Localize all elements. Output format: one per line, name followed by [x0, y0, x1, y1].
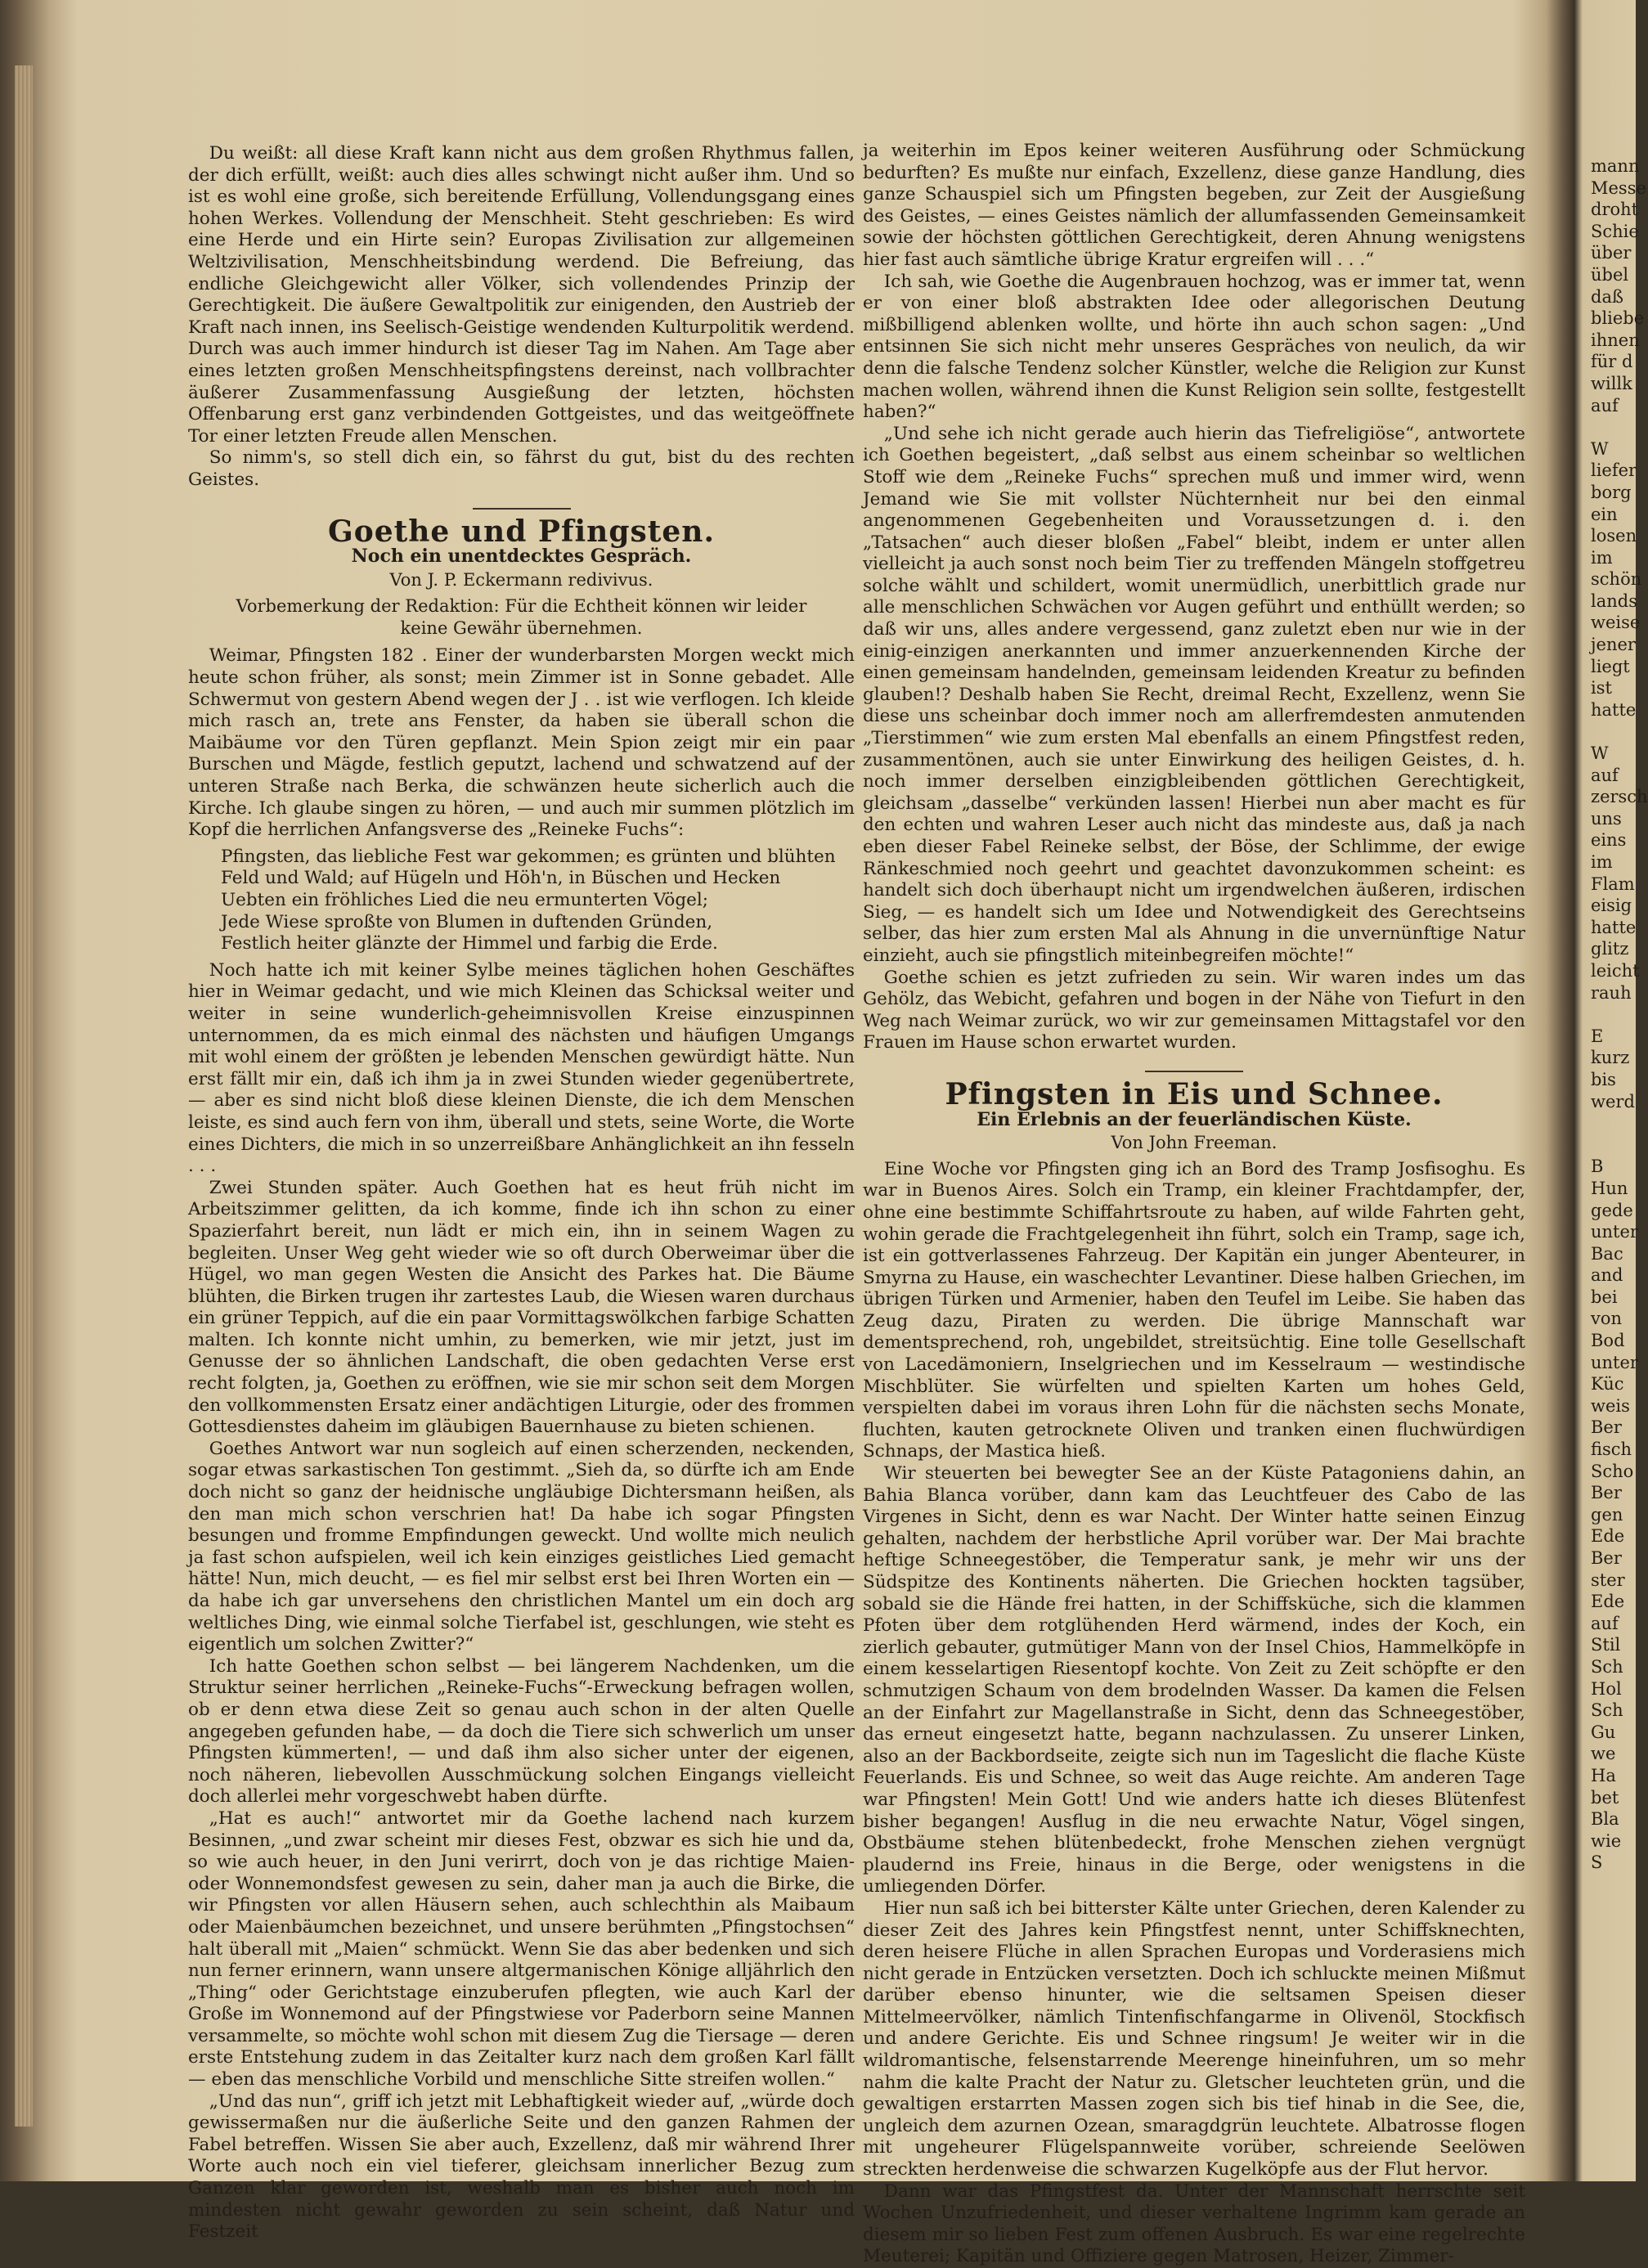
section-divider — [473, 508, 571, 510]
next-page-fragment-line: weis — [1591, 1395, 1630, 1416]
next-page-fragment-line: losen — [1591, 526, 1637, 546]
next-page-fragment-line: S — [1591, 1853, 1603, 1873]
next-page-fragment-line: wie — [1591, 1830, 1622, 1851]
next-page-fragment-line: Hun — [1591, 1178, 1628, 1198]
goethe-paragraph-6: „Hat es auch!“ antwortet mir da Goethe lachend nach kurzem Besinnen, „und zwar scheint mir dieses Fest, obzwar es sich hie und da, so wie auch heuer, in den Juni verirrt, doch von je das richtige Maien- oder Wonnemondsfest gewesen zu sein, daher man ja auch die Birke, die wir Pfingsten vor allen Häusern sehen, auch schlechthin als Maibaum oder Maienbäumchen bezeichnet, und unsere berühmten „Pfingstochsen“ halt überall mit „Maien“ schmückt. Wenn Sie das aber bedenken und sich nun ferner erinnern, wann unsere altgermanischen Könige alljährlich den „Thing“ oder Gerichtstage einzuberufen pflegten, wie auch Karl der Große im Wonnemond auf der Pfingstwiese vor Paderborn seine Mannen versammelte, so möchte wohl schon mit diesem Zug die Tiersage — deren erste Entstehung zudem in das Zeitalter kurz nach dem großen Karl fällt — eben das menschliche Vorbild und menschliche Sitte streifen wollen.“ — [188, 1808, 855, 2091]
next-page-fragment-line: liegt — [1591, 656, 1630, 676]
next-page-fragment-line: Sch — [1591, 1700, 1623, 1721]
next-page-fragment-line — [1591, 1004, 1636, 1026]
next-page-fragment-line: mann — [1591, 156, 1640, 176]
next-page-fragment-line: ein — [1591, 504, 1618, 524]
goethe-paragraph-8: ja weiterhin im Epos keiner weiteren Ausführung oder Schmückung bedurften? Es mußte nur einfach, Exzellenz, diese ganze Handlung, dies ganze Schauspiel sich um Pfingsten begeben, zur Zeit der Ausgießung des Geistes, — eines Geistes nämlich der allumfassenden Gemeinsamkeit sowie der höchsten göttlichen Gerechtigkeit, deren Ahnung wenigstens hier fast auch sämtliche übrige Kratur ergreifen will . . .“ — [863, 141, 1525, 270]
freeman-paragraph-1: Eine Woche vor Pfingsten ging ich an Bord des Tramp Josfisoghu. Es war in Buenos Aires. Solch ein Tramp, ein kleiner Frachtdampfer, der, ohne eine bestimmte Schiffahrtsroute zu haben, auf wilde Fahrten geht, wohin gerade die Frachtgelegenheit ihn führt, solch ein Tramp, sage ich, ist ein gottverlassenes Fahrzeug. Der Kapitän ein junger Abenteurer, in Smyrna zu Hause, ein waschechter Levantiner. Diese halben Griechen, im übrigen Türken und Armenier, haben den Teufel im Leibe. Sie haben das Zeug dazu, Piraten zu werden. Die übrige Mannschaft war dementsprechend, roh, ungebildet, streitsüchtig. Eine tolle Gesellschaft von Lacedämoniern, Inselgriechen und im Kesselraum — westindische Mischblüter. Sie würfelten und spielten Karten um hohes Geld, verspielten dabei im voraus ihren Lohn für die nächsten sechs Monate, fluchten, kauten getrocknete Oliven und tranken einen fluchwürdigen Schnaps, der Mastica hieß. — [863, 1158, 1525, 1462]
freeman-subtitle: Ein Erlebnis an der feuerländischen Küste. — [977, 1108, 1412, 1130]
next-page-fragment-line: von — [1591, 1309, 1623, 1329]
next-page-fragment-line: übel — [1591, 264, 1629, 285]
next-page-fragment-line: Gu — [1591, 1722, 1616, 1742]
next-page-fragment-line: Scho — [1591, 1461, 1634, 1481]
next-page-fragment-line: weise — [1591, 613, 1641, 633]
goethe-headline: Goethe und Pfingsten. — [327, 514, 716, 549]
next-page-fragment-line: Schie — [1591, 221, 1639, 241]
intro-paragraph-2: So nimm's, so stell dich ein, so fährst du gut, bist du des rechten Geistes. — [188, 447, 855, 490]
freeman-paragraph-4: Dann war das Pfingstfest da. Unter der Mannschaft herrschte seit Wochen Unzufriedenheit, und dieser verhaltene Ingrimm kam gerade an diesem mir so lieben Fest zum offenen Ausbruch. Es war eine regelrechte Meuterei; Kapitän und Offiziere gegen Matrosen, Heizer, Zimmer- — [863, 2180, 1525, 2267]
verse-line: Uebten ein fröhliches Lied die neu ermunterten Vögel; — [221, 890, 708, 910]
goethe-paragraph-1: Weimar, Pfingsten 182 . Einer der wunderbarsten Morgen weckt mich heute schon früher, als sonst; mein Zimmer ist in Sonne gebadet. Alle Schwermut von gestern Abend wegen der J . . ist wie verflogen. Ich kleide mich rasch an, trete ans Fenster, da haben sie überall schon die Maibäume vor den Türen gepflanzt. Mein Spion zeigt mir ein paar Burschen und Mägde, festlich geputzt, lachend und schwatzend auf der unteren Straße nach Berka, die schwänzen heute sicherlich auch die Kirche. Ich glaube singen zu hören, — und auch mir summen plötzlich im Kopf die herrlichen Anfangsverse des „Reineke Fuchs“: — [188, 645, 855, 841]
next-page-fragment-line: auf — [1591, 395, 1619, 415]
next-page-fragment-line: Sch — [1591, 1656, 1623, 1677]
next-page-fragment-line: uns — [1591, 808, 1622, 829]
middle-column — [863, 141, 1525, 2268]
next-page-fragment-line: borg — [1591, 482, 1632, 502]
goethe-paragraph-2: Noch hatte ich mit keiner Sylbe meines täglichen hohen Geschäftes hier in Weimar gedacht, und wie mich Kleinen das Schicksal weiter und weiter in seine wunderlich-geheimnisvollen Kreise einzuspinnen unternommen, da es mich einmal des nächsten und häufigen Umgangs mit wohl einem der größten je lebenden Menschen gewürdigt hätte. Nun erst fällt mir ein, daß ich ihm ja in zwei Stunden wieder gegenübertrete, — aber es sind nicht bloß diese kleinen Dienste, die ich dem Menschen leiste, es sind auch fern von ihm, überall und stets, seine Worte, die Worte eines Dichters, die mich in so unzerreißbare Anhänglichkeit an ihn fesseln . . . — [188, 959, 855, 1177]
next-page-fragment-line: W — [1591, 743, 1609, 764]
freeman-headline: Pfingsten in Eis und Schnee. — [945, 1076, 1444, 1112]
next-page-fragment-line: droht — [1591, 200, 1639, 220]
next-page-fragment-line: jener — [1591, 635, 1636, 655]
next-page-fragment-line — [1591, 1134, 1636, 1156]
next-page-fragment-line: ist — [1591, 678, 1612, 698]
next-page-fragment-line: schön — [1591, 569, 1642, 590]
next-page-fragment-line: Bod — [1591, 1331, 1625, 1351]
book-binding-edge — [15, 65, 33, 2127]
next-page-fragment-line: werd — [1591, 1091, 1635, 1112]
next-page-fragment-line: rauh — [1591, 982, 1632, 1003]
next-page-fragment-line: auf — [1591, 1613, 1619, 1633]
goethe-paragraph-5: Ich hatte Goethen schon selbst — bei längerem Nachdenken, um die Struktur seiner herrlichen „Reineke-Fuchs“-Erweckung befragen wollen, ob er denn etwa diese Zeit so genau auch schon in der alten Quelle angegeben gefunden habe, — da doch die Tiere sich schwerlich um unser Pfingsten kümmerten!, — und daß ihm also sicher unter der eigenen, noch näheren, liebevollen Ausschmückung solchen Eingangs vielleicht doch allerlei mehr vorgeschwebt haben dürfte. — [188, 1655, 855, 1808]
freeman-byline: Von John Freeman. — [1111, 1133, 1278, 1153]
next-page-fragment-line: hatte — [1591, 699, 1637, 720]
next-page-fragment-line: Messe — [1591, 177, 1646, 198]
next-page-fragment-line: unter — [1591, 1222, 1638, 1242]
verse-line: Feld und Wald; auf Hügeln und Höh'n, in Büschen und Hecken — [221, 868, 781, 889]
reineke-verse — [221, 847, 855, 955]
next-page-fragment-line: Hol — [1591, 1678, 1622, 1699]
goethe-paragraph-7: „Und das nun“, griff ich jetzt mit Lebhaftigkeit wieder auf, „würde doch gewissermaßen nur die äußerliche Seite und den ganzen Rahmen der Fabel betreffen. Wissen Sie aber auch, Exzellenz, daß mir während Ihrer Worte auch noch ein viel tieferer, gleichsam innerlicher Bezug zum Ganzen klar geworden ist, weshalb man es bisher auch noch im mindesten nicht gewahr geworden zu sein scheint, daß Natur und Festzeit — [188, 2091, 855, 2243]
next-page-fragment-line: Bac — [1591, 1243, 1623, 1264]
goethe-subtitle: Noch ein unentdecktes Gespräch. — [351, 546, 692, 568]
verse-line: Pfingsten, das liebliche Fest war gekommen; es grünten und blühten — [221, 846, 836, 867]
goethe-paragraph-3: Zwei Stunden später. Auch Goethen hat es heut früh nicht im Arbeitszimmer gelitten, da ich komme, finde ich ihn schon zu einer Spazierfahrt bereit, nun lädt er mich ein, ihn in seinem Wagen zu begleiten. Unser Weg geht wieder wie so oft durch Oberweimar über die Hügel, wo man gegen Westen die Ansicht des Parkes hat. Die Bäume blühten, die Birken trugen ihr zartestes Laub, die Wiesen waren durchaus ein grüner Teppich, auf die ein paar Vormittagswölkchen farbige Schatten malten. Ich konnte nicht umhin, zu bemerken, wie mir jetzt, just im Genusse der so ähnlichen Landschaft, die oben gedachten Verse erst recht folgten, ja, Goethen zu eröffnen, wie sie mir schon seit dem Morgen den vollkommensten Ersatz einer andächtigen Liturgie, oder des frommen Gottesdienstes daheim im gläubigen Bauernhause zu bieten schienen. — [188, 1177, 855, 1438]
next-page-fragment-line: Flam — [1591, 874, 1635, 894]
next-page-fragment-line: W — [1591, 438, 1609, 459]
goethe-paragraph-4: Goethes Antwort war nun sogleich auf einen scherzenden, neckenden, sogar etwas sarkastischen Ton gestimmt. „Sieh da, so dürfte ich am Ende doch nicht so ganz der heidnische ungläubige Dichtersmann heißen, als den man mich schon verschrien hat! Da habe ich sogar Pfingsten besungen und fromme Empfindungen geweckt. Und wollte mich neulich ja fast schon aufspielen, weil ich kein einziges geistliches Lied gemacht hätte! Nun, mich deucht, — es fiel mir selbst erst bei Ihren Worten ein — da habe ich gar unversehens den christlichen Mantel um ein doch arg weltliches Ding, wie einmal solche Tierfabel ist, geschlungen, wie steht es eigentlich um solchen Zwitter?“ — [188, 1438, 855, 1655]
next-page-fragment-line — [1591, 721, 1636, 743]
next-page-fragment-line: hatte — [1591, 917, 1637, 937]
goethe-paragraph-9: Ich sah, wie Goethe die Augenbrauen hochzog, was er immer tat, wenn er von einer bloß abstrakten Idee oder allegorischen Deutung mißbilligend ablenken wollte, und hörte ihn auch schon sagen: „Und entsinnen Sie sich nicht mehr unseres Gespräches von neulich, da wir denn die falsche Tendenz solcher Künstler, welche die Religion zur Kunst machen wollen, während ihnen die Kunst Religion sein sollte, festgestellt haben?“ — [863, 271, 1525, 423]
next-page-fragment-line: gen — [1591, 1504, 1623, 1525]
next-page-fragment-line — [1591, 1112, 1636, 1134]
next-page-fragment-line: für d — [1591, 352, 1633, 372]
next-page-fragment-line — [1591, 416, 1636, 438]
next-page-fragment-line: Ha — [1591, 1765, 1616, 1785]
left-column — [188, 143, 855, 2243]
freeman-paragraph-3: Hier nun saß ich bei bitterster Kälte unter Griechen, deren Kalender zu dieser Zeit des Jahres kein Pfingstfest nennt, unter Schiffsknechten, deren heisere Flüche in allen Sprachen Europas und Vorderasiens mich nicht gerade in Entzücken versetzten. Doch ich schluckte meinen Mißmut darüber ebenso hinunter, wie die seltsamen Speisen dieser Mittelmeervölker, nämlich Tintenfischfangarme in Olivenöl, Stockfisch und andere Gerichte. Eis und Schnee ringsum! Je weiter wir in die wildromantische, felsenstarrende Meerenge hineinfuhren, um so mehr nahm die kalte Pracht der Natur zu. Gletscher leuchteten grün, und die gewaltigen erstarrten Massen zogen sich bis tief hinab in die See, die, ungleich dem azurnen Ozean, smaragdgrün leuchtete. Albatrosse flogen mit ungeheurer Flügelspannweite vorüber, schreiende Seelöwen streckten herdenweise die schwarzen Kugelköpfe aus der Flut hervor. — [863, 1897, 1525, 2180]
next-page-fragment-line: bliebe — [1591, 308, 1645, 329]
next-page-fragment-line: daß — [1591, 286, 1623, 307]
next-page-fragment-line: gede — [1591, 1200, 1633, 1220]
next-page-fragment-line: bei — [1591, 1287, 1618, 1307]
next-page-fragment-line: and — [1591, 1265, 1623, 1286]
next-page-fragment-line: willk — [1591, 373, 1632, 393]
verse-line: Festlich heiter glänzte der Himmel und farbig die Erde. — [221, 933, 718, 954]
freeman-paragraph-2: Wir steuerten bei bewegter See an der Küste Patagoniens dahin, an Bahia Blanca vorüber, dann kam das Leuchtfeuer des Cabo de las Virgenes in Sicht, denn es war Nacht. Der Winter hatte seinen Einzug gehalten, nachdem der herbstliche April vorüber war. Der Mai brachte heftige Schneegestöber, die Temperatur sank, je mehr wir uns der Südspitze des Kontinents näherten. Die Griechen hockten tagsüber, sobald sie die Hände frei hatten, in der Schiffsküche, sich die klammen Pfoten über dem rotglühenden Herd wärmend, indes der Koch, ein zierlich gebauter, gutmütiger Mann von der Insel Chios, Hammelköpfe in einem kesselartigen Riesentopf kochte. Von Zeit zu Zeit schöpfte er den schmutzigen Schaum von dem brodelnden Wasser. Da kamen die Felsen an der Einfahrt zur Magellanstraße in Sicht, denn das Schneegestöber, das erneut eingesetzt hatte, begann nachzulassen. Zu unserer Linken, also an der Backbordseite, zeigte sich nun im Tageslicht die flache Küste Feuerlands. Eis und Schnee, so weit das Auge reichte. Am anderen Tage war Pfingsten! Mein Gott! Und wie anders hatte ich dieses Blütenfest bisher begangen! Ausflug in die neu erwachte Natur, Vögel singen, Obstbäume stehen blütenbedeckt, frohe Menschen ziehen vergnügt plaudernd ins Freie, hinaus in die Berge, oder wenigstens in die umliegenden Dörfer. — [863, 1463, 1525, 1897]
next-page-fragment-line: leicht — [1591, 960, 1640, 981]
intro-paragraph-1: Du weißt: all diese Kraft kann nicht aus dem großen Rhythmus fallen, der dich erfüllt, weißt: auch dies alles schwingt nicht außer ihm. Und so ist es wohl eine große, sich bereitende Erfüllung, Vollendungsgang eines hohen Werkes. Vollendung der Menschheit. Steht geschrieben: Es wird eine Herde und ein Hirte sein? Europas Zivilisation zur allgemeinen Weltzivilisation, Menschheitsbindung werdend. Die Befreiung, das endliche Gleichgewicht aller Völker, sich vollendendes Prinzip der Gerechtigkeit. Die äußere Gewaltpolitik zur einigenden, den Austrieb der Kraft nach innen, ins Seelisch-Geistige wendenden Kulturpolitik werdend. Durch was auch immer hindurch ist dieser Tag im Nahen. Am Tage aber eines letzten großen Menschheitspfingstens dereinst, nach vollbrachter äußerer Zusammenfassung Ausgießung der letzten, höchsten Offenbarung erst ganz verbindenden Gottgeistes, und das weitgeöffnete Tor einer letzten Freude allen Menschen. — [188, 143, 855, 447]
goethe-paragraph-10: „Und sehe ich nicht gerade auch hierin das Tiefreligiöse“, antwortete ich Goethen begeistert, „daß selbst aus einem scheinbar so weltlichen Stoff wie dem „Reineke Fuchs“ sprechen muß und immer wird, wenn Jemand wie Sie mit vollster Nüchternheit nur bei den einmal angenommenen Gegebenheiten und Voraussetzungen d. i. den „Tatsachen“ auch dieser bloßen „Fabel“ bleibt, indem er unter allen vielleicht ja auch sonst noch beim Tier zu treffenden Mängeln stoffgetreu solche wählt und schildert, womit unermüdlich, unerbittlich grade nur alle menschlichen Schwächen vor Augen geführt und enthüllt werden; so daß wir uns, alles andere vergessend, ganz zuletzt eben nur wie in der einig-einzigen anerkannten und immer anzuerkennenden Kirche der einen gemeinsam handelnden, gemeinsam leidenden Kreatur zu befinden glauben!? Deshalb haben Sie Recht, dreimal Recht, Exzellenz, wenn Sie diese uns scheinbar doch immer noch am allerfremdesten anmutenden „Tierstimmen“ wie zum ersten Mal ebenfalls an einem Pfingstfest reden, zusammentönen, auch sie unter Einwirkung des heiligen Geistes, d. h. noch immer derselben einzigbleibenden göttlichen Gerechtigkeit, gleichsam „dasselbe“ verkünden lassen! Hierbei nun aber macht es für den echten und wahren Leser auch nicht das mindeste aus, daß ja nach eben dieser Fabel Reineke selbst, der Böse, der Schlimme, der ewige Ränkeschmied noch geehrt und geachtet davonzukommen scheint: es handelt sich doch überhaupt nicht um irgendwelchen äußeren, irdischen Sieg, — es handelt sich um Idee und Notwendigkeit des Gerechtseins selber, das hier zum ersten Mal als Ahnung in die unvernünftige Natur einzieht, auch sie pfingstlich miteinbegreifen möchte!“ — [863, 423, 1525, 966]
section-divider — [1145, 1071, 1243, 1072]
next-page-fragment-line: ihnen — [1591, 330, 1640, 350]
next-page-fragment-line: Ede — [1591, 1592, 1625, 1612]
next-page-fragment-line: fisch — [1591, 1439, 1632, 1460]
next-page-fragment-line: Ber — [1591, 1483, 1622, 1503]
next-page-fragment-line: eins — [1591, 830, 1627, 851]
next-page-fragment-line: eisig — [1591, 896, 1632, 916]
next-page-fragment-line: kurz — [1591, 1048, 1630, 1068]
goethe-byline: Von J. P. Eckermann redivivus. — [389, 569, 653, 590]
next-page-fragment-line: Ede — [1591, 1526, 1625, 1547]
verse-line: Jede Wiese sproßte von Blumen in duftenden Gründen, — [221, 911, 713, 932]
next-page-fragment-line: Ber — [1591, 1548, 1622, 1568]
next-page-fragment-line: unter — [1591, 1352, 1638, 1372]
next-page-fragment-line: über — [1591, 243, 1632, 263]
editorial-note: Vorbemerkung der Redaktion: Für die Echtheit können wir leider keine Gewähr übernehmen. — [236, 596, 807, 638]
next-page-fragment-line: im — [1591, 852, 1613, 872]
next-page-fragment-line: Bla — [1591, 1809, 1619, 1830]
next-page-fragment-line: liefer — [1591, 460, 1637, 481]
next-page-fragment-line: bet — [1591, 1787, 1619, 1808]
next-page-fragment-line: zersch — [1591, 787, 1648, 807]
next-page-fragment-line: glitz — [1591, 939, 1629, 959]
next-page-fragment-line: Stil — [1591, 1635, 1621, 1655]
next-page-fragment-line: im — [1591, 547, 1613, 568]
next-page-fragment-column — [1591, 155, 1648, 1874]
next-page-fragment-line: we — [1591, 1744, 1616, 1764]
goethe-paragraph-11: Goethe schien es jetzt zufrieden zu sein. Wir waren indes um das Gehölz, das Webicht, gefahren und bogen in der Nähe von Tiefurt in den Weg nach Weimar zurück, wo wir zur gemeinsamen Mittagstafel vor den Frauen im Hause schon erwartet wurden. — [863, 967, 1525, 1053]
next-page-fragment-line: bis — [1591, 1069, 1616, 1089]
next-page-fragment-line: lands — [1591, 591, 1637, 611]
next-page-fragment-line: ster — [1591, 1570, 1625, 1590]
next-page-fragment-line: B — [1591, 1156, 1604, 1177]
next-page-fragment-line: auf — [1591, 765, 1619, 785]
next-page-fragment-line: E — [1591, 1026, 1604, 1046]
next-page-fragment-line: Küc — [1591, 1374, 1624, 1394]
next-page-fragment-line: Ber — [1591, 1417, 1622, 1438]
